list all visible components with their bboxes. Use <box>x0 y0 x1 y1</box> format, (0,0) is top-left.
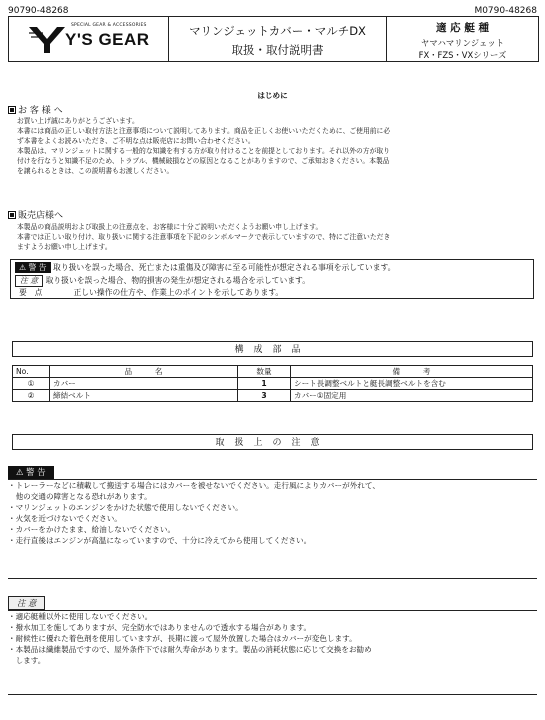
handling-section-title: 取扱上の注意 <box>12 434 533 450</box>
models-cell <box>387 17 538 61</box>
list-item: ・耐候性に優れた着色剤を使用していますが、長期に渡って屋外放置した場合はカバーが変色します。 <box>8 634 357 643</box>
header-cell: 備 考 <box>291 366 533 378</box>
document-code-left: 90790-48268 <box>8 6 69 16</box>
customers-line: 本書には商品の正しい取付方法と注意事項について説明してあります。商品を正しくお使いいただくために、ご使用前に必 <box>17 127 391 135</box>
list-item: ・走行直後はエンジンが高温になっていますので、十分に冷えてから使用してください。 <box>8 536 312 545</box>
list-item: ・トレーラーなどに積載して搬送する場合にはカバーを被せないでください。走行風によりカバーが外れて、 <box>8 481 380 490</box>
models-line1: ヤマハマリンジェット <box>420 38 505 48</box>
customers-heading <box>8 103 63 116</box>
caution-description: 取り扱いを誤った場合、物的損害の発生が想定される場合を示しています。 <box>45 276 311 285</box>
list-item: 他の交通の障害となる恐れがあります。 <box>8 492 152 501</box>
symbol-legend-box <box>10 259 534 299</box>
cell-qty: 1 <box>238 378 291 390</box>
list-item: します。 <box>8 656 46 665</box>
dealers-line: 本書では正しい取り付け、取り扱いに関する注意事項を下記のシンボルマークで表示していますので、特にご注意いただき <box>17 233 391 241</box>
list-item: ・マリンジェットのエンジンをかけた状態で使用しないでください。 <box>8 503 243 512</box>
header-cell: 品 名 <box>50 366 238 378</box>
divider <box>8 694 537 695</box>
cell-note: カバー①固定用 <box>291 390 533 402</box>
dealers-line: 本製品の商品説明および取扱上の注意点を、お客様に十分ご説明いただくようお願い申し上げます。 <box>17 223 323 231</box>
cell-no: ① <box>13 378 50 390</box>
list-item: ・カバーをかけたまま、給油しないでください。 <box>8 525 176 534</box>
legend-warning-row <box>15 262 395 273</box>
logo-text: Y'S GEAR <box>65 30 150 49</box>
header-box <box>8 16 539 62</box>
logo-tagline: SPECIAL GEAR & ACCESSORIES <box>71 23 147 28</box>
cell-qty: 3 <box>238 390 291 402</box>
customers-heading-text: お 客 様 へ <box>18 106 63 116</box>
cell-name: 締結ベルト <box>50 390 238 402</box>
warning-description: 取り扱いを誤った場合、死亡または重傷及び障害に至る可能性が想定される事項を示しています。 <box>53 263 396 272</box>
header-cell: 数量 <box>238 366 291 378</box>
warning-tag: ⚠ 警 告 <box>15 262 51 273</box>
warning-list <box>8 480 537 546</box>
handling-warning-block <box>8 460 537 480</box>
title-cell <box>169 17 387 61</box>
list-item: ・火気を近づけないでください。 <box>8 514 122 523</box>
parts-table <box>12 365 533 402</box>
bullet-square-icon <box>8 211 16 219</box>
dealers-heading-text: 販売店様へ <box>18 211 64 221</box>
point-description: 正しい操作の仕方や、作業上のポイントを示してあります。 <box>73 288 284 297</box>
cell-name: カバー <box>50 378 238 390</box>
customers-body <box>17 116 537 176</box>
intro-title: はじめに <box>257 91 288 100</box>
dealers-heading <box>8 208 63 221</box>
list-item: ・本製品は繊維製品ですので、屋外条件下では耐久寿命があります。製品の消耗状態に応じて交換をお勧め <box>8 645 372 654</box>
table-header-row <box>13 366 533 378</box>
legend-point-row <box>19 287 283 298</box>
list-item: ・適応艇種以外に使用しないでください。 <box>8 612 153 621</box>
models-line2: FX・FZS・VXシリーズ <box>418 50 507 60</box>
caution-tag: 注 意 <box>15 275 43 287</box>
dealers-line: ますようお願い申し上げます。 <box>17 243 112 251</box>
models-heading: 適 応 艇 種 <box>436 22 489 34</box>
customers-line: ず本書をよくお読みいただき、ご不明な点は販売店にお問い合わせください。 <box>17 137 255 145</box>
customers-line: 本製品は、マリンジェットに関する一般的な知識を有する方が取り付けることを前提としております。それ以外の方が取り <box>17 147 390 155</box>
customers-line: お買い上げ誠にありがとうございます。 <box>17 117 139 125</box>
doc-subtitle: 取扱・取付説明書 <box>231 43 324 57</box>
header-cell: No. <box>13 366 50 378</box>
handling-caution-block <box>8 591 537 611</box>
customers-line: を譲られるときは、この説明書もお渡しください。 <box>17 167 174 175</box>
table-row <box>13 378 533 390</box>
cell-note: シート長調整ベルトと艇長調整ベルトを含む <box>291 378 533 390</box>
table-row <box>13 390 533 402</box>
list-item: ・撥水加工を施してありますが、完全防水ではありませんので透水する場合があります。 <box>8 623 312 632</box>
dealers-body <box>17 222 537 252</box>
point-label: 要 点 <box>19 288 43 297</box>
divider <box>8 578 537 579</box>
parts-section-title: 構成部品 <box>12 341 533 357</box>
legend-caution-row <box>15 275 310 287</box>
ysgear-logo-icon <box>29 25 65 55</box>
doc-title: マリンジェットカバー・マルチDX <box>189 24 366 38</box>
caution-list <box>8 611 537 666</box>
logo-cell <box>9 17 169 61</box>
caution-tag: 注 意 <box>8 596 45 610</box>
document-code-right: M0790-48268 <box>474 6 537 16</box>
customers-line: 付けを行なうと知識不足のため、トラブル、機械破損などの原因となることがありますので、ご承知おきください。本製品 <box>17 157 390 165</box>
cell-no: ② <box>13 390 50 402</box>
warning-tag: ⚠ 警 告 <box>8 466 54 479</box>
bullet-square-icon <box>8 106 16 114</box>
